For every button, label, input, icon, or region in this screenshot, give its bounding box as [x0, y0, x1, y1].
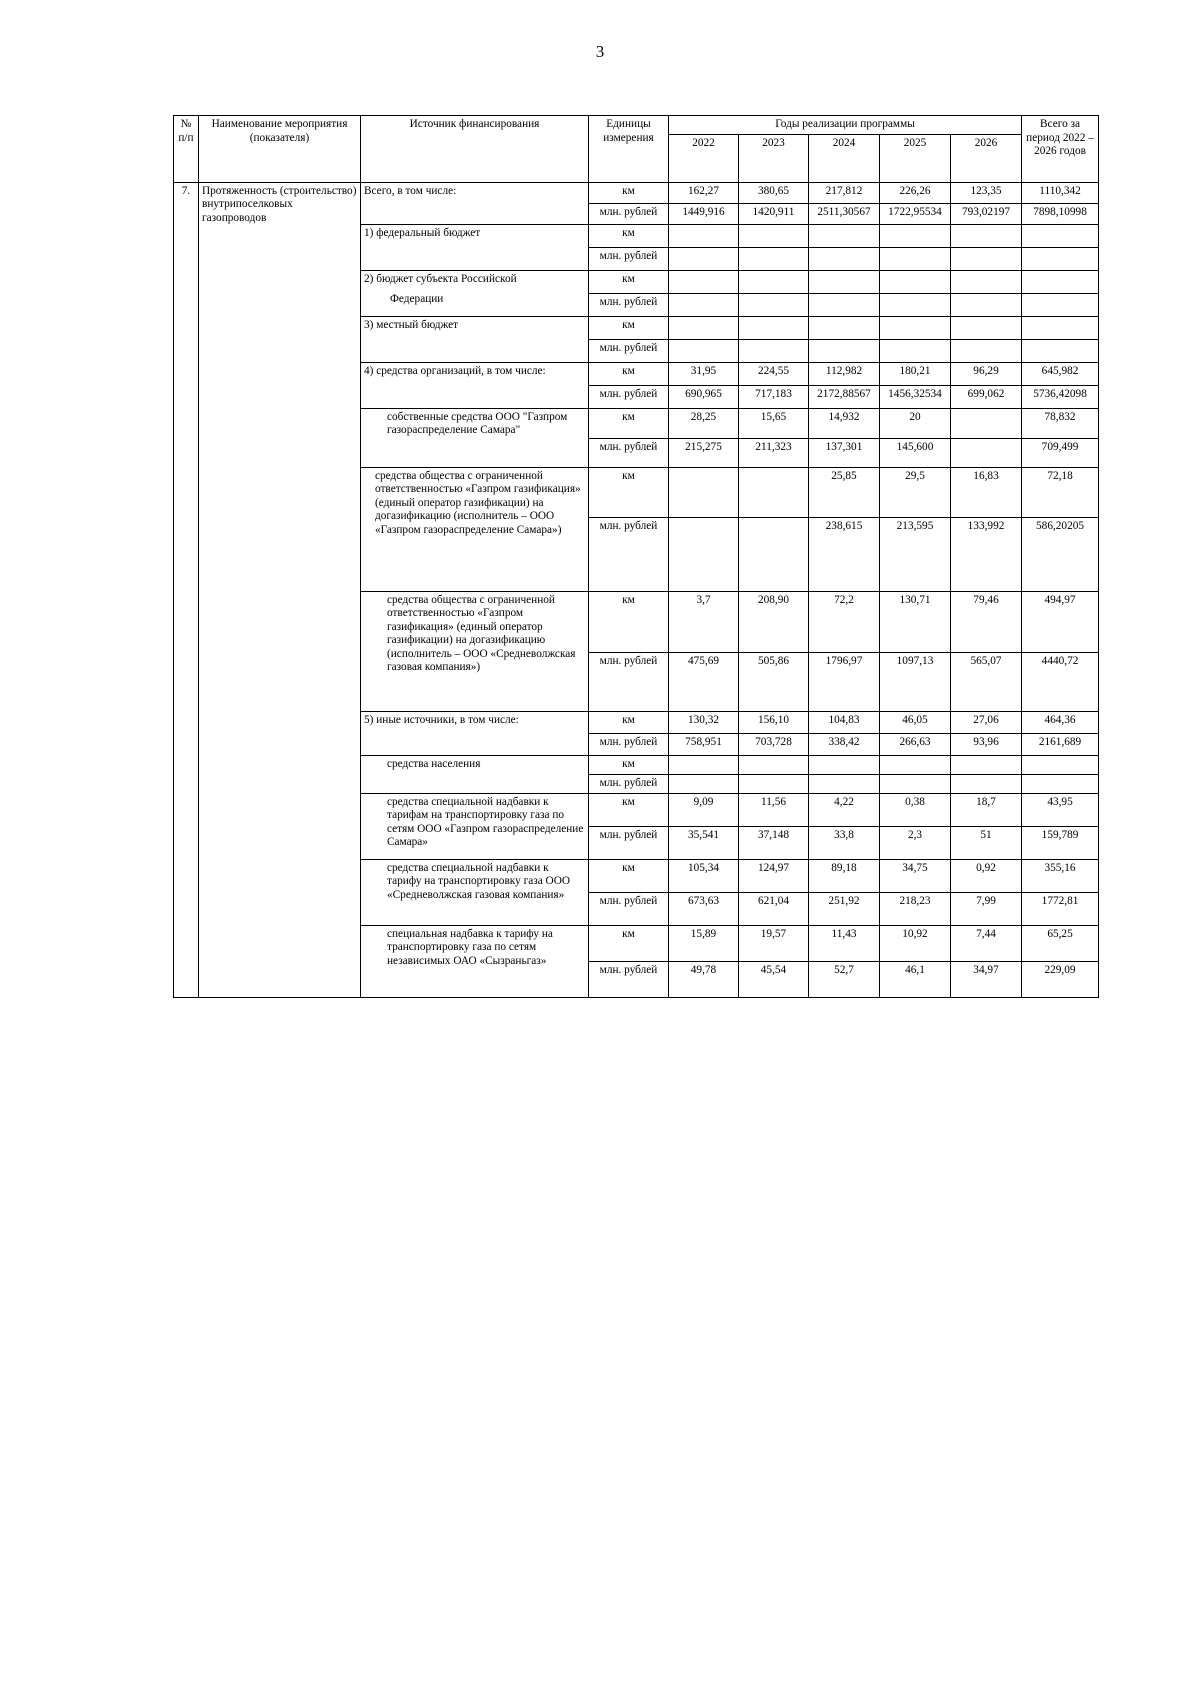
unit-cell: млн. рублей: [589, 826, 669, 859]
total-cell: 72,18: [1022, 467, 1099, 517]
total-cell: 645,982: [1022, 362, 1099, 385]
value-cell: 4,22: [809, 793, 880, 826]
value-cell: 218,23: [880, 892, 951, 925]
source-label: средства населения: [361, 755, 589, 793]
value-cell: [739, 774, 809, 793]
total-cell: [1022, 270, 1099, 293]
total-cell: 464,36: [1022, 711, 1099, 733]
header-row-1: [174, 116, 1099, 135]
value-cell: 72,2: [809, 591, 880, 652]
total-cell: 1772,81: [1022, 892, 1099, 925]
header-year: 2023: [739, 134, 809, 182]
total-cell: [1022, 293, 1099, 316]
value-cell: 37,148: [739, 826, 809, 859]
value-cell: 45,54: [739, 961, 809, 997]
unit-cell: млн. рублей: [589, 247, 669, 270]
value-cell: 49,78: [669, 961, 739, 997]
value-cell: [951, 339, 1022, 362]
header-no: № п/п: [174, 116, 199, 183]
header-years-group: Годы реализации программы: [669, 116, 1022, 135]
value-cell: [809, 339, 880, 362]
value-cell: 15,89: [669, 925, 739, 961]
unit-cell: км: [589, 711, 669, 733]
value-cell: 19,57: [739, 925, 809, 961]
value-cell: 14,932: [809, 408, 880, 438]
unit-cell: млн. рублей: [589, 339, 669, 362]
value-cell: 703,728: [739, 733, 809, 755]
value-cell: 51: [951, 826, 1022, 859]
value-cell: 2172,88567: [809, 385, 880, 408]
value-cell: [739, 755, 809, 774]
value-cell: 505,86: [739, 652, 809, 711]
value-cell: [880, 224, 951, 247]
total-cell: 709,499: [1022, 438, 1099, 467]
value-cell: [951, 224, 1022, 247]
value-cell: 213,595: [880, 517, 951, 591]
value-cell: 34,97: [951, 961, 1022, 997]
total-cell: 1110,342: [1022, 182, 1099, 203]
value-cell: 0,92: [951, 859, 1022, 892]
value-cell: 475,69: [669, 652, 739, 711]
value-cell: 2,3: [880, 826, 951, 859]
value-cell: 79,46: [951, 591, 1022, 652]
source-label: собственные средства ООО "Газпром газораспределение Самара": [361, 408, 589, 467]
value-cell: 20: [880, 408, 951, 438]
value-cell: 104,83: [809, 711, 880, 733]
value-cell: [669, 774, 739, 793]
value-cell: [951, 438, 1022, 467]
total-cell: [1022, 755, 1099, 774]
value-cell: 96,29: [951, 362, 1022, 385]
value-cell: 156,10: [739, 711, 809, 733]
value-cell: [951, 293, 1022, 316]
unit-cell: км: [589, 362, 669, 385]
value-cell: [880, 270, 951, 293]
total-cell: 5736,42098: [1022, 385, 1099, 408]
program-table: [173, 115, 1099, 998]
value-cell: [739, 339, 809, 362]
value-cell: [951, 247, 1022, 270]
value-cell: 31,95: [669, 362, 739, 385]
unit-cell: км: [589, 859, 669, 892]
value-cell: 1456,32534: [880, 385, 951, 408]
value-cell: 137,301: [809, 438, 880, 467]
value-cell: 123,35: [951, 182, 1022, 203]
value-cell: 673,63: [669, 892, 739, 925]
source-label-line2: Федерации: [390, 293, 444, 306]
total-cell: 355,16: [1022, 859, 1099, 892]
page-number: 3: [595, 42, 605, 61]
value-cell: 93,96: [951, 733, 1022, 755]
value-cell: 338,42: [809, 733, 880, 755]
source-label: 4) средства организаций, в том числе:: [361, 362, 589, 408]
source-label: специальная надбавка к тарифу на транспортировку газа по сетям независимых ОАО «Сызраньгаз»: [361, 925, 589, 997]
unit-cell: км: [589, 793, 669, 826]
value-cell: 105,34: [669, 859, 739, 892]
unit-cell: млн. рублей: [589, 385, 669, 408]
value-cell: 1722,95534: [880, 203, 951, 224]
value-cell: 0,38: [880, 793, 951, 826]
unit-cell: км: [589, 925, 669, 961]
value-cell: 130,32: [669, 711, 739, 733]
value-cell: 238,615: [809, 517, 880, 591]
value-cell: 1420,911: [739, 203, 809, 224]
unit-cell: млн. рублей: [589, 733, 669, 755]
value-cell: [951, 270, 1022, 293]
value-cell: [809, 755, 880, 774]
unit-cell: млн. рублей: [589, 961, 669, 997]
value-cell: 145,600: [880, 438, 951, 467]
unit-cell: млн. рублей: [589, 203, 669, 224]
value-cell: [951, 408, 1022, 438]
value-cell: 89,18: [809, 859, 880, 892]
value-cell: 565,07: [951, 652, 1022, 711]
value-cell: [739, 247, 809, 270]
value-cell: [669, 755, 739, 774]
total-cell: [1022, 316, 1099, 339]
value-cell: [809, 774, 880, 793]
value-cell: 717,183: [739, 385, 809, 408]
total-cell: 78,832: [1022, 408, 1099, 438]
item-name: Протяженность (строительство) внутрипоселковых газопроводов: [199, 182, 361, 997]
total-cell: 43,95: [1022, 793, 1099, 826]
total-cell: 65,25: [1022, 925, 1099, 961]
total-cell: [1022, 224, 1099, 247]
source-label: средства общества с ограниченной ответственностью «Газпром газификация» (единый оператор газификации) на догазификацию (исполнитель – ООО «Средневолжская газовая компания»): [361, 591, 589, 711]
unit-cell: км: [589, 182, 669, 203]
value-cell: 621,04: [739, 892, 809, 925]
header-units: Единицы измерения: [589, 116, 669, 183]
header-name: Наименование мероприятия (показателя): [199, 116, 361, 183]
total-cell: 494,97: [1022, 591, 1099, 652]
total-cell: [1022, 774, 1099, 793]
source-label: 5) иные источники, в том числе:: [361, 711, 589, 755]
value-cell: [669, 316, 739, 339]
value-cell: 1097,13: [880, 652, 951, 711]
value-cell: 34,75: [880, 859, 951, 892]
value-cell: [739, 224, 809, 247]
value-cell: 27,06: [951, 711, 1022, 733]
value-cell: [669, 247, 739, 270]
value-cell: 35,541: [669, 826, 739, 859]
value-cell: 52,7: [809, 961, 880, 997]
value-cell: [951, 774, 1022, 793]
unit-cell: км: [589, 224, 669, 247]
unit-cell: км: [589, 591, 669, 652]
source-label: средства специальной надбавки к тарифам на транспортировку газа по сетям ООО «Газпром газораспределение Самара»: [361, 793, 589, 859]
value-cell: 46,05: [880, 711, 951, 733]
unit-cell: млн. рублей: [589, 438, 669, 467]
header-total: Всего за период 2022 – 2026 годов: [1022, 116, 1099, 183]
unit-cell: км: [589, 270, 669, 293]
value-cell: 162,27: [669, 182, 739, 203]
total-cell: 4440,72: [1022, 652, 1099, 711]
total-cell: [1022, 339, 1099, 362]
value-cell: 46,1: [880, 961, 951, 997]
unit-cell: км: [589, 467, 669, 517]
value-cell: 15,65: [739, 408, 809, 438]
value-cell: 18,7: [951, 793, 1022, 826]
value-cell: [739, 467, 809, 517]
value-cell: 130,71: [880, 591, 951, 652]
value-cell: 1796,97: [809, 652, 880, 711]
unit-cell: млн. рублей: [589, 293, 669, 316]
value-cell: [669, 224, 739, 247]
value-cell: 16,83: [951, 467, 1022, 517]
value-cell: 266,63: [880, 733, 951, 755]
total-cell: 586,20205: [1022, 517, 1099, 591]
value-cell: [880, 339, 951, 362]
value-cell: [739, 316, 809, 339]
unit-cell: млн. рублей: [589, 892, 669, 925]
value-cell: 33,8: [809, 826, 880, 859]
value-cell: [880, 755, 951, 774]
value-cell: [669, 339, 739, 362]
value-cell: 224,55: [739, 362, 809, 385]
header-year: 2022: [669, 134, 739, 182]
table-row: [174, 182, 1099, 203]
header-source: Источник финансирования: [361, 116, 589, 183]
value-cell: 7,99: [951, 892, 1022, 925]
header-year: 2026: [951, 134, 1022, 182]
unit-cell: км: [589, 408, 669, 438]
value-cell: 112,982: [809, 362, 880, 385]
value-cell: 25,85: [809, 467, 880, 517]
value-cell: [669, 517, 739, 591]
value-cell: 29,5: [880, 467, 951, 517]
source-label: средства специальной надбавки к тарифу на транспортировку газа ООО «Средневолжская газовая компания»: [361, 859, 589, 925]
source-label: [361, 270, 589, 316]
value-cell: 133,992: [951, 517, 1022, 591]
item-number: 7.: [174, 182, 199, 997]
source-label: 1) федеральный бюджет: [361, 224, 589, 270]
value-cell: 10,92: [880, 925, 951, 961]
value-cell: [951, 755, 1022, 774]
total-cell: 2161,689: [1022, 733, 1099, 755]
total-cell: [1022, 247, 1099, 270]
value-cell: 217,812: [809, 182, 880, 203]
header-year: 2024: [809, 134, 880, 182]
value-cell: [880, 316, 951, 339]
value-cell: 2511,30567: [809, 203, 880, 224]
value-cell: [669, 270, 739, 293]
value-cell: [809, 270, 880, 293]
value-cell: 3,7: [669, 591, 739, 652]
value-cell: 11,43: [809, 925, 880, 961]
value-cell: [880, 774, 951, 793]
value-cell: [739, 517, 809, 591]
value-cell: [809, 224, 880, 247]
value-cell: 380,65: [739, 182, 809, 203]
value-cell: 215,275: [669, 438, 739, 467]
value-cell: 758,951: [669, 733, 739, 755]
header-year: 2025: [880, 134, 951, 182]
value-cell: 699,062: [951, 385, 1022, 408]
value-cell: 690,965: [669, 385, 739, 408]
value-cell: 180,21: [880, 362, 951, 385]
source-label: средства общества с ограниченной ответственностью «Газпром газификация» (единый оператор газификации) на догазификацию (исполнитель – ООО «Газпром газораспределение Самара»): [361, 467, 589, 591]
unit-cell: млн. рублей: [589, 774, 669, 793]
source-label: Всего, в том числе:: [361, 182, 589, 224]
value-cell: 208,90: [739, 591, 809, 652]
value-cell: [739, 293, 809, 316]
unit-cell: млн. рублей: [589, 517, 669, 591]
unit-cell: млн. рублей: [589, 652, 669, 711]
value-cell: [951, 316, 1022, 339]
value-cell: 124,97: [739, 859, 809, 892]
total-cell: 7898,10998: [1022, 203, 1099, 224]
value-cell: [809, 293, 880, 316]
value-cell: 793,02197: [951, 203, 1022, 224]
source-label: 3) местный бюджет: [361, 316, 589, 362]
value-cell: 28,25: [669, 408, 739, 438]
value-cell: [880, 247, 951, 270]
unit-cell: км: [589, 316, 669, 339]
unit-cell: км: [589, 755, 669, 774]
value-cell: 1449,916: [669, 203, 739, 224]
value-cell: 251,92: [809, 892, 880, 925]
value-cell: 226,26: [880, 182, 951, 203]
value-cell: [739, 270, 809, 293]
total-cell: 229,09: [1022, 961, 1099, 997]
value-cell: [880, 293, 951, 316]
value-cell: [669, 467, 739, 517]
value-cell: 11,56: [739, 793, 809, 826]
value-cell: 9,09: [669, 793, 739, 826]
value-cell: 211,323: [739, 438, 809, 467]
value-cell: [809, 316, 880, 339]
source-label-line1: 2) бюджет субъекта Российской: [364, 272, 517, 285]
value-cell: [809, 247, 880, 270]
total-cell: 159,789: [1022, 826, 1099, 859]
value-cell: 7,44: [951, 925, 1022, 961]
value-cell: [669, 293, 739, 316]
